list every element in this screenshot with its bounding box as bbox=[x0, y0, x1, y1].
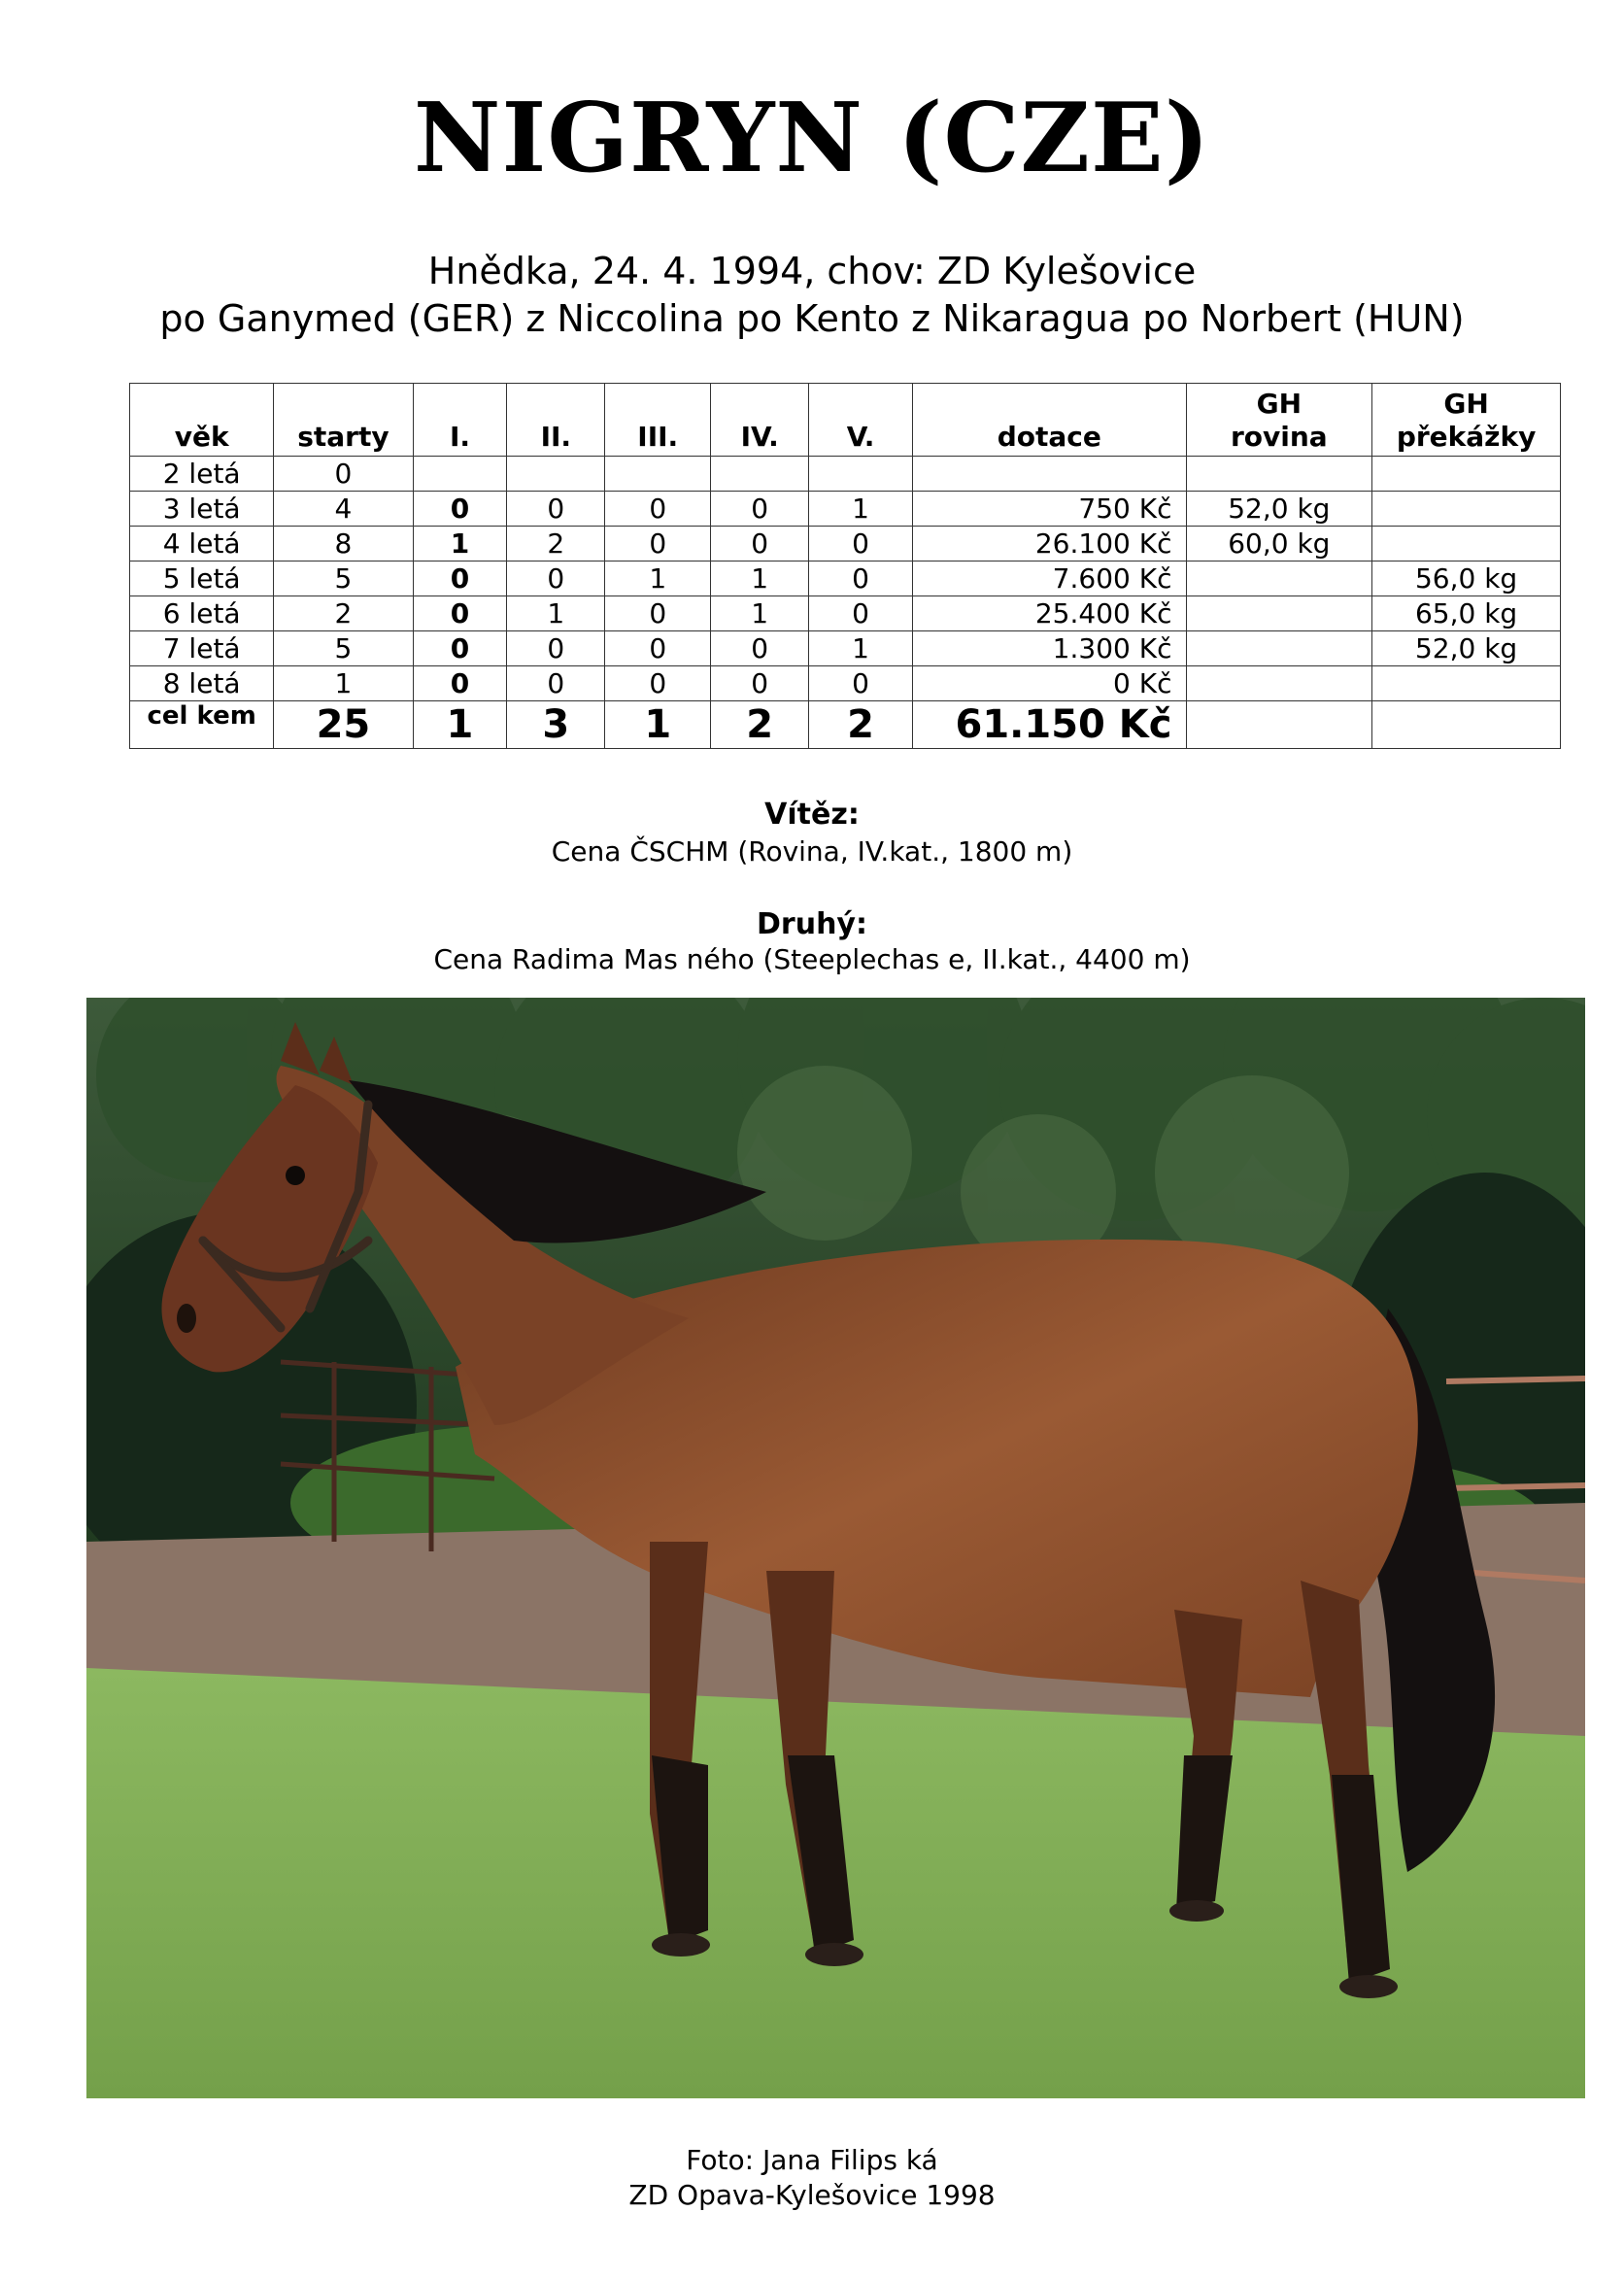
horse-photo bbox=[86, 998, 1585, 2098]
cell-starts: 2 bbox=[274, 596, 413, 631]
cell-gh-flat bbox=[1186, 631, 1372, 666]
cell-age: 2 letá bbox=[130, 457, 274, 492]
cell-p4 bbox=[711, 457, 809, 492]
cell-gh-jump bbox=[1372, 457, 1561, 492]
table-total-row bbox=[130, 701, 1561, 749]
cell-p1: 0 bbox=[413, 666, 507, 701]
cell-p1: 0 bbox=[413, 561, 507, 596]
total-label: cel kem bbox=[130, 701, 274, 749]
page-title: NIGRYN (CZE) bbox=[413, 83, 1211, 194]
cell-gh-flat bbox=[1186, 666, 1372, 701]
cell-starts: 4 bbox=[274, 492, 413, 527]
header-gh-flat-line2: rovina bbox=[1230, 421, 1328, 453]
total-gh-jump bbox=[1372, 701, 1561, 749]
cell-p4: 0 bbox=[711, 666, 809, 701]
cell-gh-flat: 52,0 kg bbox=[1186, 492, 1372, 527]
cell-p3: 0 bbox=[605, 631, 711, 666]
cell-p2: 0 bbox=[507, 631, 605, 666]
race-results-table bbox=[129, 383, 1561, 749]
cell-p2: 0 bbox=[507, 492, 605, 527]
cell-p4: 0 bbox=[711, 492, 809, 527]
table-row bbox=[130, 596, 1561, 631]
cell-money: 0 Kč bbox=[913, 666, 1186, 701]
cell-p2: 2 bbox=[507, 527, 605, 561]
table-body bbox=[130, 457, 1561, 749]
header-place-2: II. bbox=[507, 384, 605, 457]
cell-p3: 0 bbox=[605, 492, 711, 527]
header-starts: starty bbox=[274, 384, 413, 457]
cell-p3: 0 bbox=[605, 596, 711, 631]
cell-money: 26.100 Kč bbox=[913, 527, 1186, 561]
cell-gh-jump: 52,0 kg bbox=[1372, 631, 1561, 666]
cell-p3: 0 bbox=[605, 666, 711, 701]
header-age: věk bbox=[130, 384, 274, 457]
cell-starts: 1 bbox=[274, 666, 413, 701]
cell-p3: 0 bbox=[605, 527, 711, 561]
total-starts: 25 bbox=[274, 701, 413, 749]
cell-p4: 0 bbox=[711, 631, 809, 666]
cell-p1: 0 bbox=[413, 492, 507, 527]
header-gh-jump-line2: překážky bbox=[1396, 421, 1537, 453]
table-header-row bbox=[130, 384, 1561, 457]
second-race: Cena Radima Mas ného (Steeplechas e, II.kat., 4400 m) bbox=[433, 943, 1191, 975]
total-p2: 3 bbox=[507, 701, 605, 749]
cell-gh-flat bbox=[1186, 561, 1372, 596]
cell-money: 1.300 Kč bbox=[913, 631, 1186, 666]
cell-p2: 0 bbox=[507, 666, 605, 701]
cell-p4: 1 bbox=[711, 596, 809, 631]
cell-gh-jump: 65,0 kg bbox=[1372, 596, 1561, 631]
cell-starts: 8 bbox=[274, 527, 413, 561]
cell-p5: 0 bbox=[809, 596, 913, 631]
cell-age: 7 letá bbox=[130, 631, 274, 666]
table-row bbox=[130, 457, 1561, 492]
header-gh-jump-line1: GH bbox=[1443, 388, 1489, 420]
cell-p5: 0 bbox=[809, 666, 913, 701]
cell-gh-jump bbox=[1372, 666, 1561, 701]
cell-age: 4 letá bbox=[130, 527, 274, 561]
cell-p5: 0 bbox=[809, 561, 913, 596]
cell-age: 3 letá bbox=[130, 492, 274, 527]
table-row bbox=[130, 492, 1561, 527]
cell-gh-jump bbox=[1372, 527, 1561, 561]
cell-p1: 0 bbox=[413, 596, 507, 631]
total-p3: 1 bbox=[605, 701, 711, 749]
cell-age: 8 letá bbox=[130, 666, 274, 701]
header-place-1: I. bbox=[413, 384, 507, 457]
header-place-3: III. bbox=[605, 384, 711, 457]
cell-starts: 5 bbox=[274, 631, 413, 666]
table-row bbox=[130, 631, 1561, 666]
cell-starts: 5 bbox=[274, 561, 413, 596]
table-row bbox=[130, 666, 1561, 701]
total-p4: 2 bbox=[711, 701, 809, 749]
photo-credit: Foto: Jana Filips ká bbox=[686, 2144, 938, 2176]
cell-money: 25.400 Kč bbox=[913, 596, 1186, 631]
cell-p1 bbox=[413, 457, 507, 492]
total-p1: 1 bbox=[413, 701, 507, 749]
table-row bbox=[130, 527, 1561, 561]
cell-p4: 1 bbox=[711, 561, 809, 596]
header-gh-flat-line1: GH bbox=[1256, 388, 1303, 420]
photo-location: ZD Opava-Kylešovice 1998 bbox=[628, 2179, 996, 2211]
header-place-4: IV. bbox=[711, 384, 809, 457]
cell-p1: 0 bbox=[413, 631, 507, 666]
header-place-5: V. bbox=[809, 384, 913, 457]
table-row bbox=[130, 561, 1561, 596]
cell-p3: 1 bbox=[605, 561, 711, 596]
cell-p3 bbox=[605, 457, 711, 492]
cell-age: 6 letá bbox=[130, 596, 274, 631]
header-money: dotace bbox=[913, 384, 1186, 457]
cell-gh-flat bbox=[1186, 596, 1372, 631]
total-gh-flat bbox=[1186, 701, 1372, 749]
winner-heading: Vítěz: bbox=[764, 798, 860, 832]
cell-p5: 0 bbox=[809, 527, 913, 561]
cell-p5: 1 bbox=[809, 492, 913, 527]
total-money: 61.150 Kč bbox=[913, 701, 1186, 749]
cell-gh-jump: 56,0 kg bbox=[1372, 561, 1561, 596]
cell-gh-flat: 60,0 kg bbox=[1186, 527, 1372, 561]
cell-p2: 0 bbox=[507, 561, 605, 596]
cell-starts: 0 bbox=[274, 457, 413, 492]
cell-p5 bbox=[809, 457, 913, 492]
header-gh-jump bbox=[1372, 384, 1561, 457]
horse-pedigree: po Ganymed (GER) z Niccolina po Kento z Nikaragua po Norbert (HUN) bbox=[159, 297, 1465, 340]
second-heading: Druhý: bbox=[757, 907, 867, 941]
header-gh-flat bbox=[1186, 384, 1372, 457]
cell-money bbox=[913, 457, 1186, 492]
horse-details: Hnědka, 24. 4. 1994, chov: ZD Kylešovice bbox=[427, 250, 1197, 292]
cell-p1: 1 bbox=[413, 527, 507, 561]
cell-money: 7.600 Kč bbox=[913, 561, 1186, 596]
cell-gh-flat bbox=[1186, 457, 1372, 492]
cell-p2 bbox=[507, 457, 605, 492]
cell-age: 5 letá bbox=[130, 561, 274, 596]
cell-money: 750 Kč bbox=[913, 492, 1186, 527]
cell-gh-jump bbox=[1372, 492, 1561, 527]
winner-race: Cena ČSCHM (Rovina, IV.kat., 1800 m) bbox=[551, 835, 1073, 868]
cell-p2: 1 bbox=[507, 596, 605, 631]
cell-p5: 1 bbox=[809, 631, 913, 666]
total-p5: 2 bbox=[809, 701, 913, 749]
cell-p4: 0 bbox=[711, 527, 809, 561]
